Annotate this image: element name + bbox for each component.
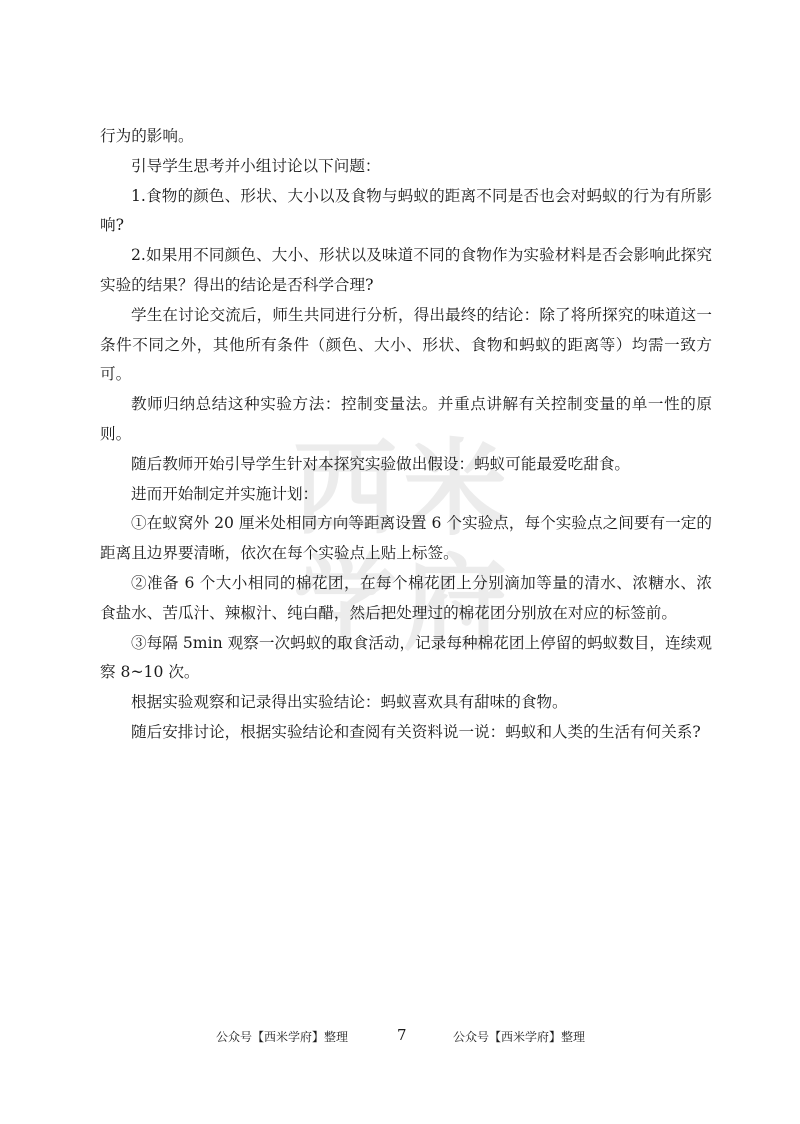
paragraph: ③每隔 5min 观察一次蚂蚁的取食活动，记录每种棉花团上停留的蚂蚁数目，连续观察 8~10 次。: [100, 633, 712, 682]
paragraph: ①在蚁窝外 20 厘米处相同方向等距离设置 6 个实验点，每个实验点之间要有一定的距离且边界要清晰，依次在每个实验点上贴上标签。: [100, 514, 712, 563]
paragraph: 2.如果用不同颜色、大小、形状以及味道不同的食物作为实验材料是否会影响此探究实验的结果？得出的结论是否科学合理?: [100, 246, 712, 294]
page-footer: [0, 1026, 800, 1046]
paragraph: 行为的影响。: [100, 127, 194, 145]
paragraph: 随后教师开始引导学生针对本探究实验做出假设：蚂蚁可能最爱吃甜食。: [131, 454, 631, 473]
paragraph: 教师归纳总结这种实验方法：控制变量法。并重点讲解有关控制变量的单一性的原则。: [100, 395, 712, 443]
footer-source-right: 公众号【西米学府】整理: [453, 1030, 586, 1044]
watermark-char: 西: [292, 428, 397, 550]
paragraph: 引导学生思考并小组讨论以下问题：: [131, 156, 381, 175]
paragraph: 学生在讨论交流后，师生共同进行分析，得出最终的结论：除了将所探究的味道这一条件不同之外，其他所有条件（颜色、大小、形状、食物和蚂蚁的距离等）均需一致方可。: [100, 305, 712, 384]
paragraph: 随后安排讨论，根据实验结论和查阅有关资料说一说：蚂蚁和人类的生活有何关系?: [131, 722, 701, 741]
paragraph: 进而开始制定并实施计划：: [131, 484, 319, 503]
paragraph: 1.食物的颜色、形状、大小以及食物与蚂蚁的距离不同是否也会对蚂蚁的行为有所影响?: [100, 186, 712, 235]
paragraph: ②准备 6 个大小相同的棉花团，在每个棉花团上分别滴加等量的清水、浓糖水、浓食盐水、苦瓜汁、辣椒汁、纯白醋，然后把处理过的棉花团分别放在对应的标签前。: [100, 573, 712, 622]
watermark-char: 学: [292, 543, 397, 665]
watermark-char: 米: [402, 428, 507, 550]
page-number: 7: [397, 1026, 407, 1044]
watermark-char: 府: [402, 543, 507, 665]
paragraph: 根据实验观察和记录得出实验结论：蚂蚁喜欢具有甜味的食物。: [131, 693, 568, 712]
footer-source-left: 公众号【西米学府】整理: [216, 1030, 349, 1044]
body-text: [100, 122, 712, 748]
